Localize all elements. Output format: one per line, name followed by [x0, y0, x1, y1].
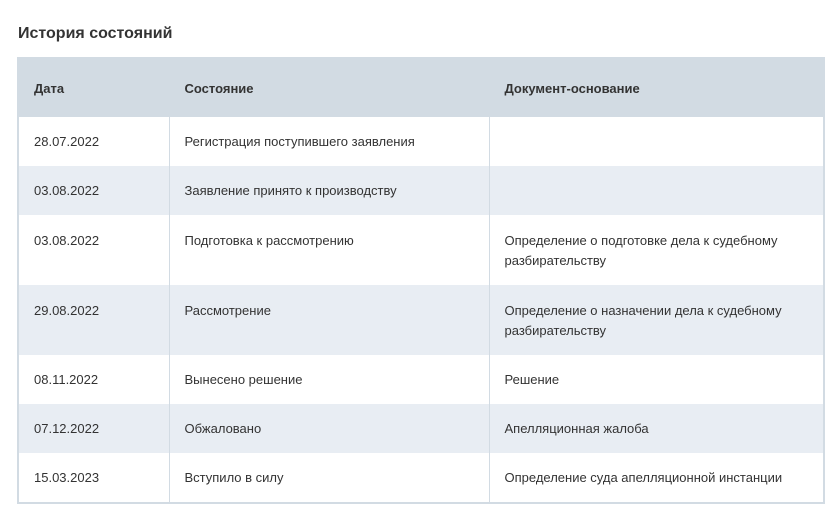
- state-history-grid: [19, 59, 823, 502]
- cell-date: 29.08.2022: [19, 285, 169, 355]
- table-row: [19, 117, 823, 166]
- cell-document: Определение о назначении дела к судебному разбирательству: [489, 285, 823, 355]
- table-row: [19, 404, 823, 453]
- cell-document: [489, 117, 823, 166]
- column-header-date: Дата: [19, 59, 169, 117]
- cell-state: Обжаловано: [169, 404, 489, 453]
- section-title: История состояний: [18, 25, 173, 42]
- table-row: [19, 215, 823, 285]
- cell-document: [489, 166, 823, 215]
- table-row: [19, 453, 823, 502]
- cell-document: Апелляционная жалоба: [489, 404, 823, 453]
- table-row: [19, 285, 823, 355]
- cell-state: Заявление принято к производству: [169, 166, 489, 215]
- column-header-document: Документ-основание: [489, 59, 823, 117]
- cell-state: Подготовка к рассмотрению: [169, 215, 489, 285]
- column-header-state: Состояние: [169, 59, 489, 117]
- cell-date: 28.07.2022: [19, 117, 169, 166]
- table-row: [19, 355, 823, 404]
- state-history-table: [17, 57, 825, 504]
- table-header: [19, 59, 823, 117]
- table-row: [19, 166, 823, 215]
- cell-state: Регистрация поступившего заявления: [169, 117, 489, 166]
- cell-document: Определение о подготовке дела к судебному разбирательству: [489, 215, 823, 285]
- cell-date: 03.08.2022: [19, 215, 169, 285]
- cell-date: 08.11.2022: [19, 355, 169, 404]
- cell-document: Решение: [489, 355, 823, 404]
- cell-document: Определение суда апелляционной инстанции: [489, 453, 823, 502]
- cell-state: Вынесено решение: [169, 355, 489, 404]
- cell-date: 07.12.2022: [19, 404, 169, 453]
- header-row: [19, 59, 823, 117]
- cell-date: 03.08.2022: [19, 166, 169, 215]
- cell-state: Рассмотрение: [169, 285, 489, 355]
- cell-date: 15.03.2023: [19, 453, 169, 502]
- table-body: [19, 117, 823, 502]
- cell-state: Вступило в силу: [169, 453, 489, 502]
